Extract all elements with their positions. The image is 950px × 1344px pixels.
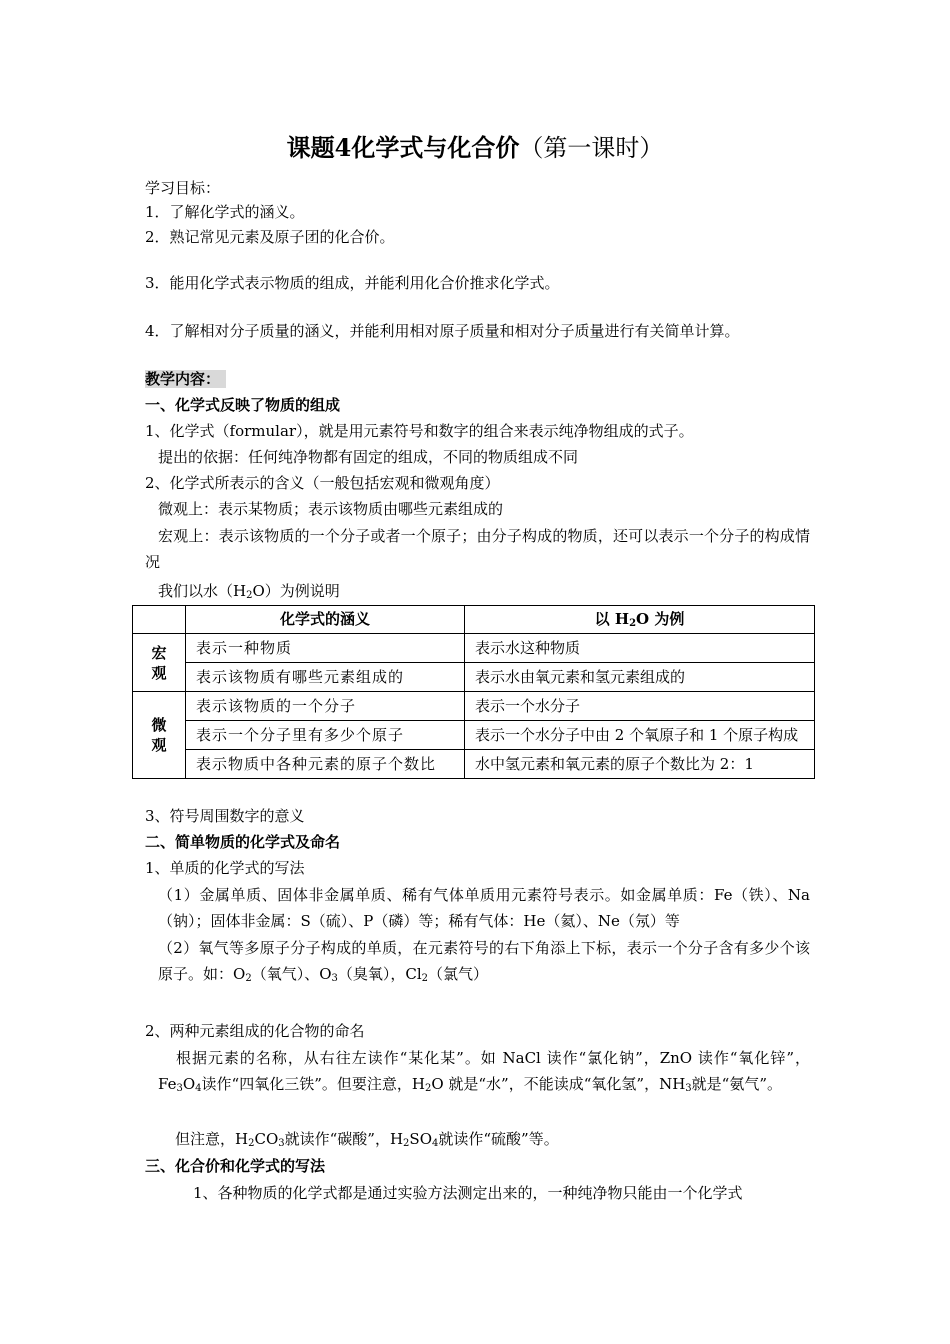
section1-p5: 宏观上：表示该物质的一个分子或者一个原子；由分子构成的物质，还可以表示一个分子的构成情况 bbox=[145, 527, 810, 571]
table-cell-meaning: 表示一种物质 bbox=[186, 634, 465, 663]
table-cell-meaning: 表示一个分子里有多少个原子 bbox=[186, 721, 465, 750]
table-cell-example: 表示一个水分子中由 2 个氧原子和 1 个原子构成 bbox=[465, 721, 815, 750]
table-cell-example: 表示一个水分子 bbox=[465, 692, 815, 721]
section1-p3: 2、化学式所表示的含义（一般包括宏观和微观角度） bbox=[145, 474, 500, 492]
table-row bbox=[133, 721, 815, 750]
goal-item-3: 3．能用化学式表示物质的组成，并能利用化合价推求化学式。 bbox=[145, 274, 560, 292]
group-micro: 微观 bbox=[133, 692, 186, 779]
symbol-numbers-line: 3、符号周围数字的意义 bbox=[145, 807, 305, 825]
section1-heading: 一、化学式反映了物质的组成 bbox=[145, 396, 341, 414]
goal-item-1: 1．了解化学式的涵义。 bbox=[145, 203, 305, 221]
goal-item-4: 4．了解相对分子质量的涵义，并能利用相对原子质量和相对分子质量进行有关简单计算。 bbox=[145, 322, 740, 340]
meaning-table bbox=[132, 605, 815, 779]
section1-p1: 1、化学式（formular），就是用元素符号和数字的组合来表示纯净物组成的式子。 bbox=[145, 422, 694, 440]
table-cell-example: 表示水由氧元素和氢元素组成的 bbox=[465, 663, 815, 692]
title-main: 课题4化学式与化合价 bbox=[286, 133, 520, 162]
goals-heading: 学习目标： bbox=[145, 179, 221, 197]
table-cell-meaning: 表示物质中各种元素的原子个数比 bbox=[186, 750, 465, 779]
section1-p6: 我们以水$(H_2O)$为例说明 bbox=[158, 582, 340, 601]
table-cell-meaning: 表示该物质有哪些元素组成的 bbox=[186, 663, 465, 692]
table-header-row bbox=[133, 606, 815, 634]
section2-s2: 2、两种元素组成的化合物的命名 bbox=[145, 1022, 365, 1040]
table-row bbox=[133, 692, 815, 721]
table-header-corner bbox=[133, 606, 186, 634]
section3-heading: 三、化合价和化学式的写法 bbox=[145, 1157, 326, 1175]
table-cell-meaning: 表示该物质的一个分子 bbox=[186, 692, 465, 721]
content-heading-text: 教学内容： bbox=[145, 370, 226, 388]
group-macro: 宏观 bbox=[133, 634, 186, 692]
table-row bbox=[133, 750, 815, 779]
section2-s1b: （2）氧气等多原子分子构成的单质，在元素符号的右下角添上下标，表示一个分子含有多少个该原子。如：$O_2$（氧气）、$O_3$（臭氧），$Cl_2$（氯气） bbox=[158, 939, 810, 984]
section3-p1: 1、各种物质的化学式都是通过实验方法测定出来的，一种纯净物只能由一个化学式 bbox=[193, 1184, 743, 1202]
table-row bbox=[133, 634, 815, 663]
table-cell-example: 表示水这种物质 bbox=[465, 634, 815, 663]
table-cell-example: 水中氢元素和氧元素的原子个数比为 2：1 bbox=[465, 750, 815, 779]
section2-s2-paragraph: 根据元素的名称，从右往左读作“某化某”。如 NaCl 读作“氯化钠”，ZnO 读作“氧化锌”，$Fe_3O_4$读作“四氧化三铁”。但要注意，$H_2O$ 就是“水”，不能读成“氧化氢”，$NH_3$就是“氨气”。 bbox=[158, 1049, 810, 1094]
title-sub: （第一课时） bbox=[519, 134, 664, 162]
content-heading bbox=[145, 368, 226, 390]
table-header-col1: 化学式的涵义 bbox=[186, 606, 465, 634]
goal-item-2: 2．熟记常见元素及原子团的化合价。 bbox=[145, 228, 395, 246]
section2-heading: 二、简单物质的化学式及命名 bbox=[145, 833, 341, 851]
section2-s1a: （1）金属单质、固体非金属单质、稀有气体单质用元素符号表示。如金属单质：Fe（铁）、Na（钠）；固体非金属：S（硫）、P（磷）等；稀有气体：He（氦）、Ne（氖）等 bbox=[158, 886, 810, 930]
page-title bbox=[0, 131, 950, 165]
table-header-col2: 以 $H_2O$ 为例 bbox=[465, 606, 815, 634]
section2-s2-note: 但注意，$H_2CO_3$就读作“碳酸”，$H_2SO_4$就读作“硫酸”等。 bbox=[175, 1130, 559, 1149]
section2-s1: 1、单质的化学式的写法 bbox=[145, 859, 305, 877]
table-row bbox=[133, 663, 815, 692]
section1-p2: 提出的依据：任何纯净物都有固定的组成，不同的物质组成不同 bbox=[158, 448, 579, 466]
section1-p4: 微观上：表示某物质；表示该物质由哪些元素组成的 bbox=[158, 500, 504, 518]
